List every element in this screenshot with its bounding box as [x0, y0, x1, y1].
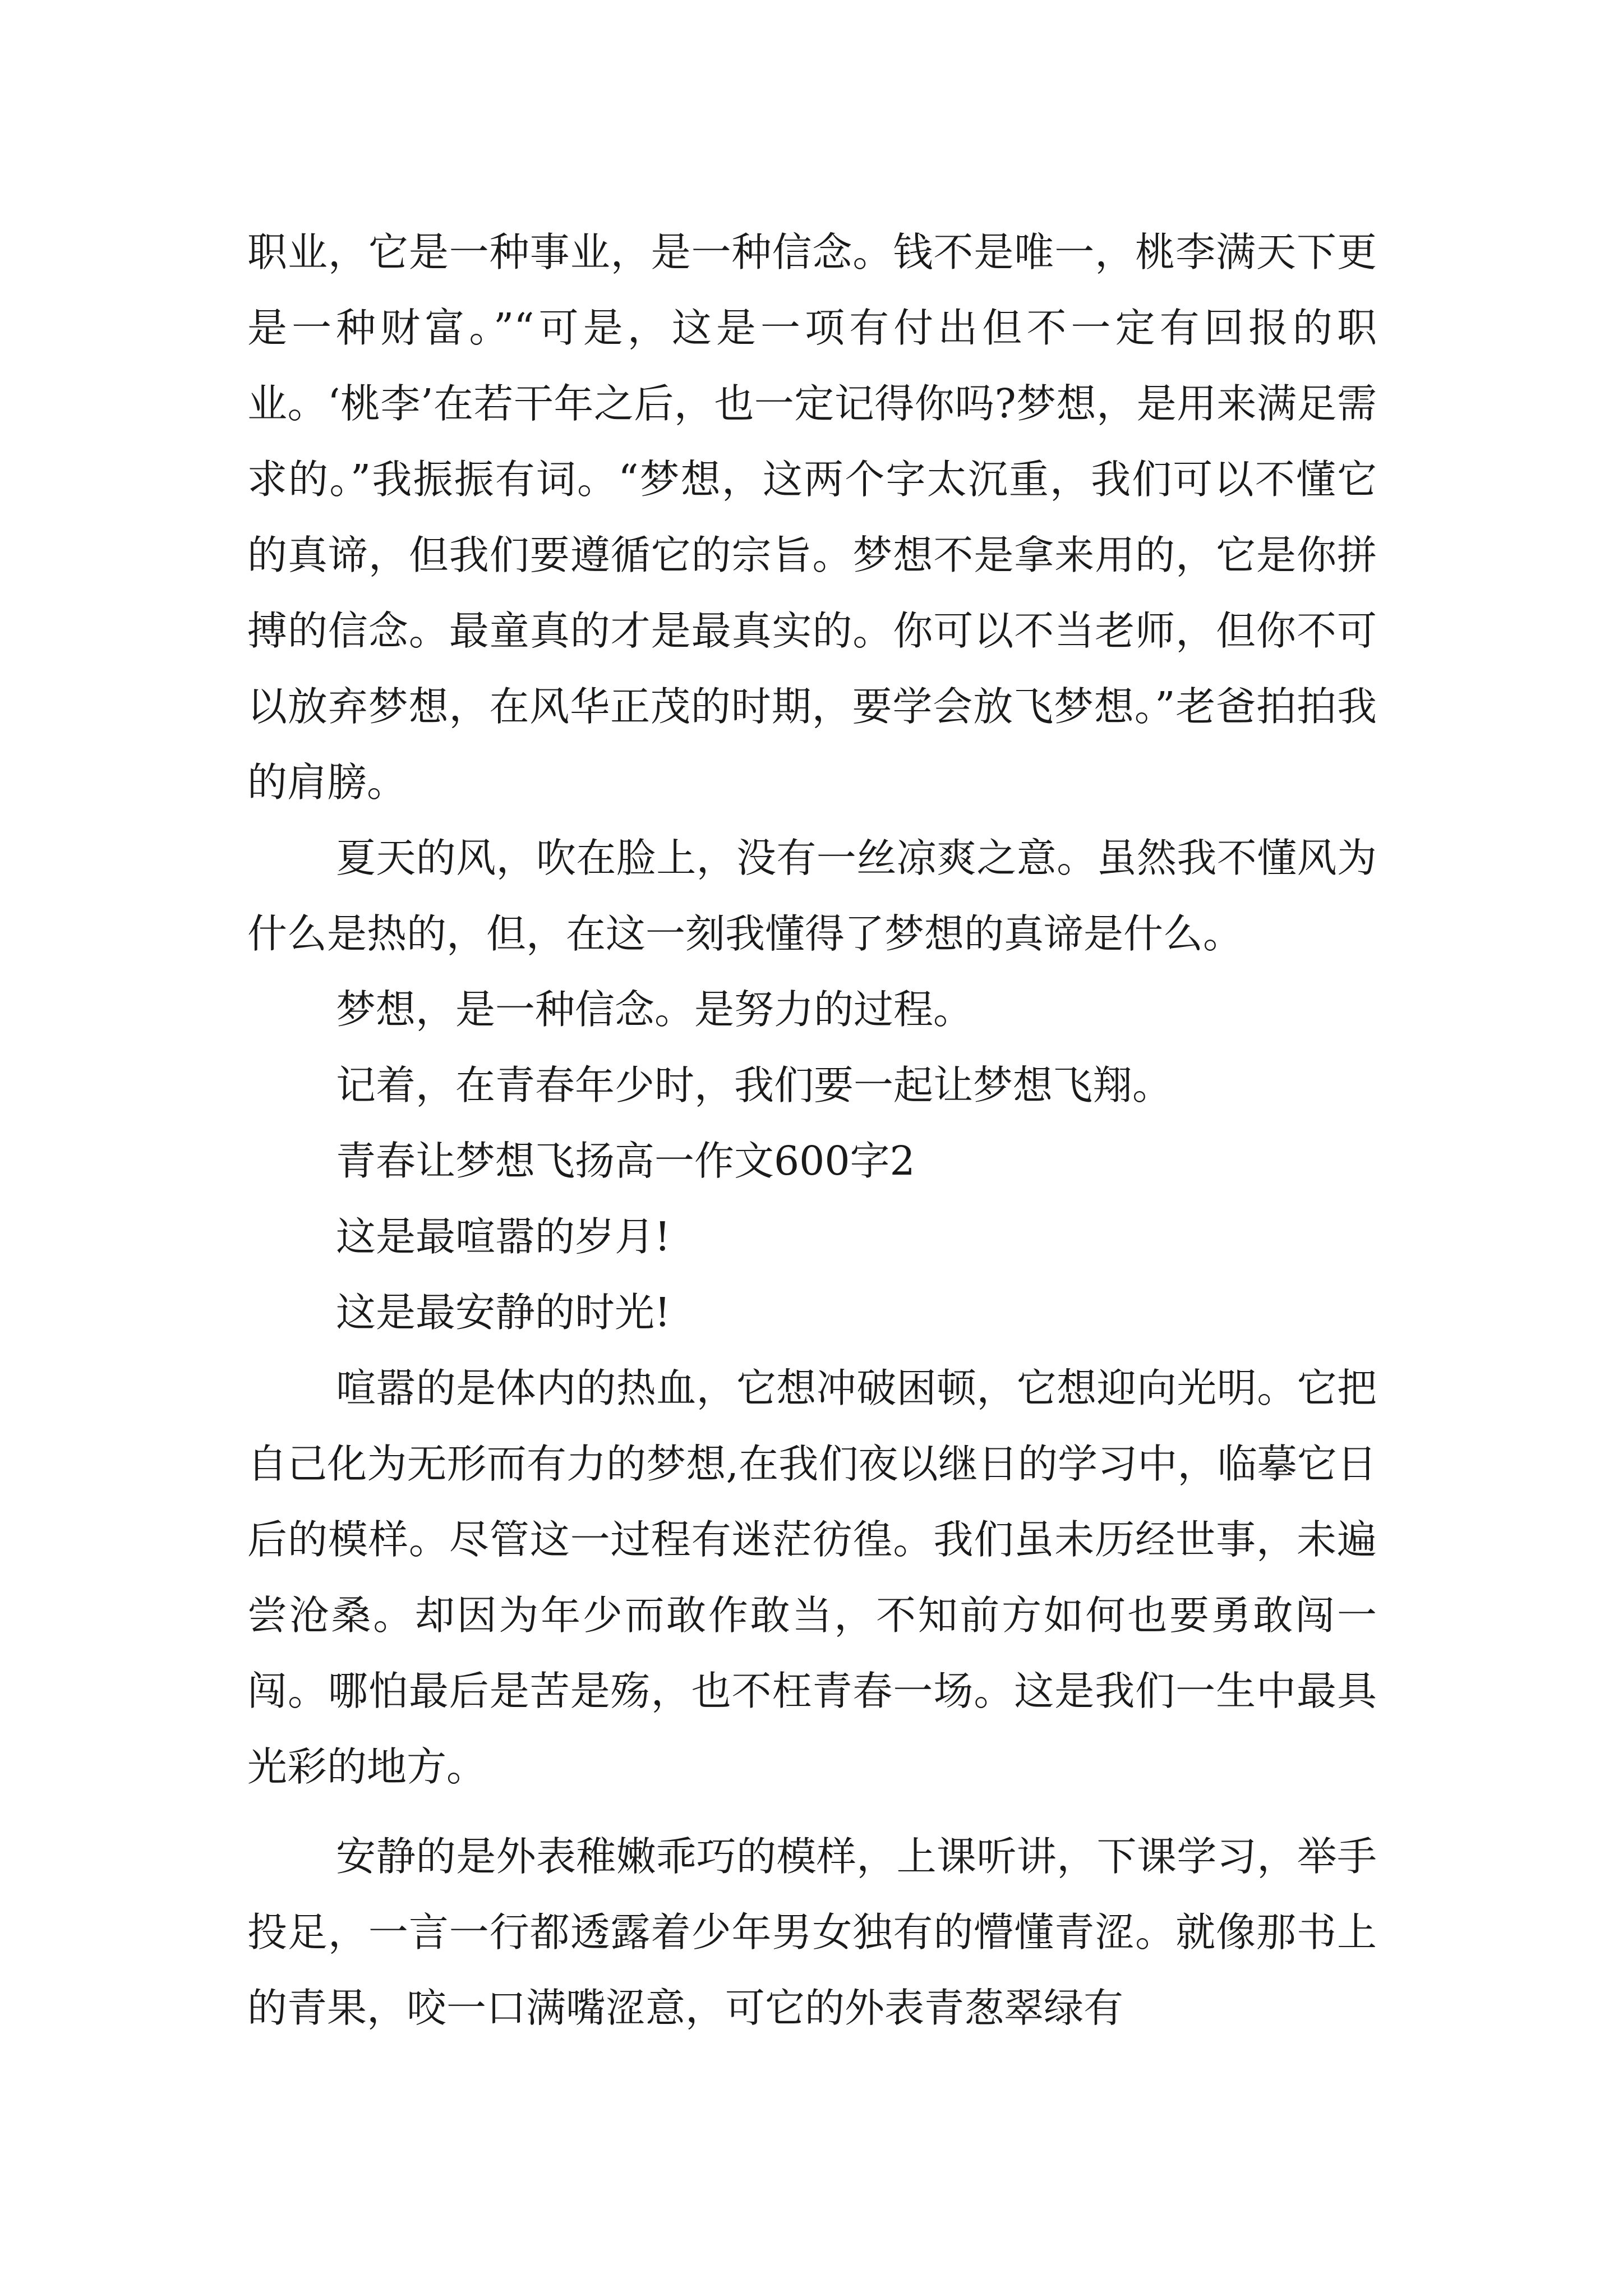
paragraph-4: 记着，在青春年少时，我们要一起让梦想飞翔。: [336, 1062, 1173, 1108]
paragraph-7: 喧嚣的是体内的热血，它想冲破困顿，它想迎向光明。它把自己化为无形而有力的梦想,在我们夜以继日的学习中，临摹它日后的模样。尽管这一过程有迷茫彷徨。我们虽未历经世事，未遍尝沧桑。却因为年少而敢作敢当，不知前方如何也要勇敢闯一闯。哪怕最后是苦是殇，也不枉青春一场。这是我们一生中最具光彩的地方。: [247, 1365, 1377, 1790]
paragraph-8: 安静的是外表稚嫩乖巧的模样，上课听讲，下课学习，举手投足，一言一行都透露着少年男女独有的懵懂青涩。就像那书上的青果，咬一口满嘴涩意，可它的外表青葱翠绿有: [247, 1833, 1377, 2031]
paragraph-6: 这是最安静的时光!: [336, 1289, 671, 1336]
paragraph-3: 梦想，是一种信念。是努力的过程。: [336, 986, 974, 1033]
paragraph-1: 职业，它是一种事业，是一种信念。钱不是唯一，桃李满天下更是一种财富。”“可是，这是一项有付出但不一定有回报的职业。‘桃李’在若干年之后，也一定记得你吗?梦想，是用来满足需求的。”我振振有词。“梦想，这两个字太沉重，我们可以不懂它的真谛，但我们要遵循它的宗旨。梦想不是拿来用的，它是你拼搏的信念。最童真的才是最真实的。你可以不当老师，但你不可以放弃梦想，在风华正茂的时期，要学会放飞梦想。”老爸拍拍我的肩膀。: [247, 229, 1377, 806]
document-body: [247, 214, 1377, 2046]
paragraph-2: 夏天的风，吹在脸上，没有一丝凉爽之意。虽然我不懂风为什么是热的，但，在这一刻我懂得了梦想的真谛是什么。: [247, 835, 1377, 957]
section-title: 青春让梦想飞扬高一作文600字2: [336, 1138, 915, 1184]
paragraph-5: 这是最喧嚣的岁月!: [336, 1213, 671, 1260]
